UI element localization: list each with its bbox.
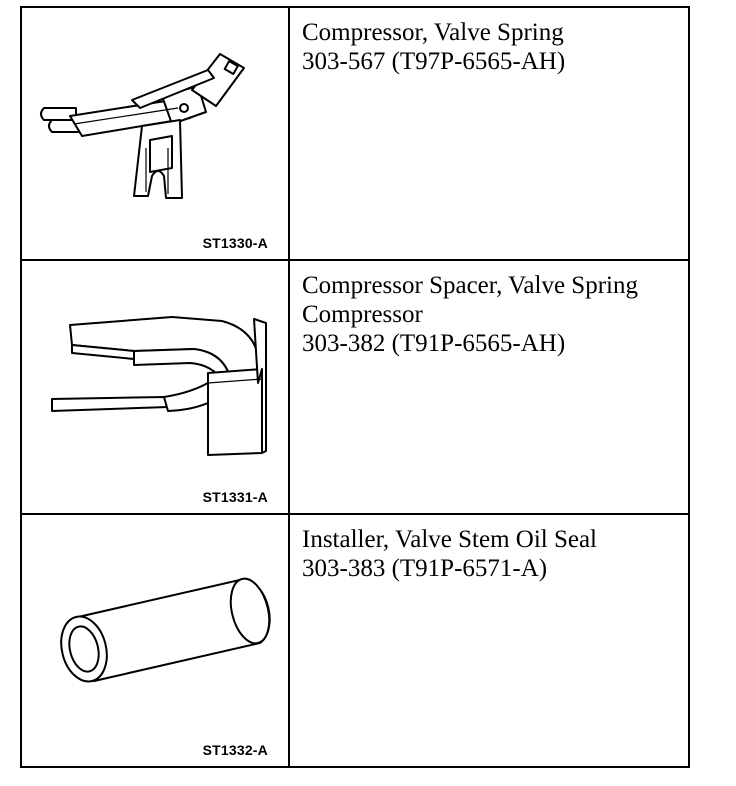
tool-description — [290, 261, 688, 512]
illustration-cell — [22, 8, 290, 259]
compressor-spacer-icon — [22, 261, 288, 461]
illustration-cell — [22, 515, 290, 766]
figure-code: ST1330-A — [202, 235, 268, 252]
figure-code: ST1332-A — [202, 741, 268, 758]
tool-row-valve-spring-compressor — [22, 8, 688, 261]
tool-name: Compressor, Valve Spring — [302, 19, 564, 46]
figure-code: ST1331-A — [202, 488, 268, 505]
tool-row-compressor-spacer — [22, 261, 688, 514]
tool-name: Installer, Valve Stem Oil Seal — [302, 525, 598, 553]
special-tools-table — [20, 6, 690, 768]
tool-description — [290, 8, 688, 259]
valve-spring-compressor-icon — [22, 8, 288, 208]
tool-name: Compressor Spacer, Valve Spring — [302, 272, 638, 300]
oil-seal-installer-icon — [22, 515, 288, 715]
tool-description — [290, 515, 688, 766]
tool-row-oil-seal-installer — [22, 515, 688, 766]
illustration-cell — [22, 261, 290, 512]
tool-part-number: 303-383 (T91P-6571-A) — [302, 554, 548, 582]
tool-part-number: 303-567 (T97P-6565-AH) — [302, 48, 566, 75]
tool-name-continued: Compressor — [302, 301, 423, 329]
tool-part-number: 303-382 (T91P-6565-AH) — [302, 330, 566, 358]
